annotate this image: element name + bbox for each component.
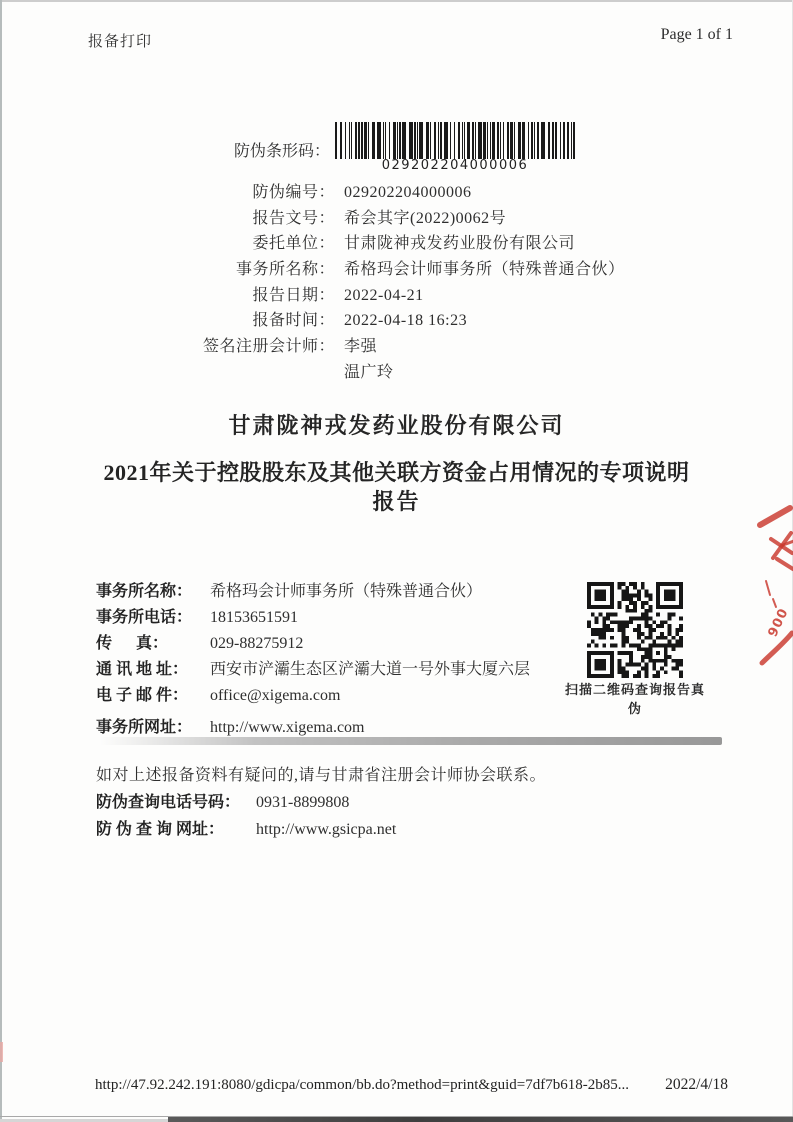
- contact-label: 事务所电话：: [96, 609, 193, 626]
- barcode-number: 029202204000006: [381, 158, 529, 173]
- print-footer-date: 2022/4/18: [665, 1076, 728, 1093]
- report-title-line2: 报告: [372, 489, 421, 514]
- print-page-indicator: Page 1 of 1: [660, 26, 733, 43]
- field-value: 希格玛会计师事务所（特殊普通合伙）: [344, 261, 625, 279]
- scan-edge-top: [0, 0, 793, 2]
- report-title-line1: 2021年关于控股股东及其他关联方资金占用情况的专项说明: [103, 460, 690, 485]
- field-label: 报告日期：: [252, 286, 335, 304]
- contact-label: 传 真：: [96, 635, 169, 652]
- field-row: [0, 257, 700, 283]
- field-label: 报备时间：: [252, 312, 335, 330]
- field-label: 报告文号：: [252, 209, 335, 227]
- section-divider: [100, 737, 722, 745]
- contact-value: office@xigema.com: [210, 687, 341, 704]
- contact-label: 电 子 邮 件：: [96, 687, 189, 704]
- contact-row: [96, 631, 576, 657]
- association-contact-note: 如对上述报备资料有疑问的,请与甘肃省注册会计师协会联系。: [96, 767, 547, 784]
- field-value: 029202204000006: [344, 184, 472, 201]
- contact-label: 事务所名称：: [96, 583, 193, 600]
- red-stamp-fragment: [753, 503, 793, 668]
- field-label: 事务所名称：: [235, 261, 335, 279]
- field-row: [0, 180, 700, 206]
- field-row: [0, 206, 700, 232]
- contact-value: http://www.xigema.com: [210, 719, 365, 736]
- contact-row: [96, 605, 576, 631]
- field-row: [0, 283, 700, 309]
- qr-caption: 扫描二维码查询报告真伪: [564, 682, 705, 716]
- print-footer-url: http://47.92.242.191:8080/gdicpa/common/bb.do?method=print&guid=7df7b618-2b85...: [95, 1077, 629, 1093]
- field-value: 希会其字(2022)0062号: [344, 209, 507, 227]
- contact-label: 事务所网址：: [96, 719, 193, 736]
- field-value: 温广玲: [344, 363, 394, 381]
- antifake-web-value: http://www.gsicpa.net: [256, 821, 397, 838]
- report-fields: [0, 180, 700, 386]
- contact-label: 通 讯 地 址：: [96, 661, 189, 678]
- field-row: [0, 308, 700, 334]
- field-value: 甘肃陇神戎发药业股份有限公司: [344, 235, 576, 253]
- firm-contact-block: [96, 579, 576, 741]
- contact-value: 029-88275912: [210, 635, 304, 652]
- contact-value: 希格玛会计师事务所（特殊普通合伙）: [210, 583, 483, 600]
- field-value: 李强: [344, 338, 378, 356]
- antifake-phone-row: [96, 790, 349, 816]
- contact-row: [96, 657, 576, 683]
- barcode-label: 防伪条形码：: [233, 143, 330, 160]
- contact-row: [96, 579, 576, 605]
- scan-edge-left: [0, 0, 2, 1122]
- print-header-title: 报备打印: [88, 34, 153, 50]
- field-value: 2022-04-18 16:23: [344, 312, 468, 330]
- stamp-strokes-icon: [753, 503, 793, 668]
- field-label: 签名注册会计师：: [202, 338, 335, 356]
- security-barcode: [335, 122, 575, 159]
- contact-value: 18153651591: [210, 609, 298, 626]
- field-row: [0, 231, 700, 257]
- field-value: 2022-04-21: [344, 286, 424, 304]
- verification-qr-code: [585, 582, 685, 678]
- scan-red-speck: [0, 1042, 3, 1062]
- antifake-web-label: 防 伪 查 询 网址：: [96, 821, 225, 838]
- antifake-phone-value: 0931-8899808: [256, 794, 350, 811]
- field-label: 委托单位：: [252, 235, 335, 253]
- field-row: [0, 360, 700, 386]
- field-row: [0, 334, 700, 360]
- contact-value: 西安市浐灞生态区浐灞大道一号外事大厦六层: [210, 661, 531, 678]
- company-title: 甘肃陇神戎发药业股份有限公司: [228, 413, 565, 438]
- antifake-phone-label: 防伪查询电话号码：: [96, 794, 241, 811]
- contact-row: [96, 683, 576, 709]
- field-label: 防伪编号：: [252, 184, 335, 201]
- scan-edge-bottom-shadow: [168, 1117, 793, 1122]
- stamp-number-fragment: 006: [762, 605, 790, 640]
- antifake-web-row: [96, 817, 396, 843]
